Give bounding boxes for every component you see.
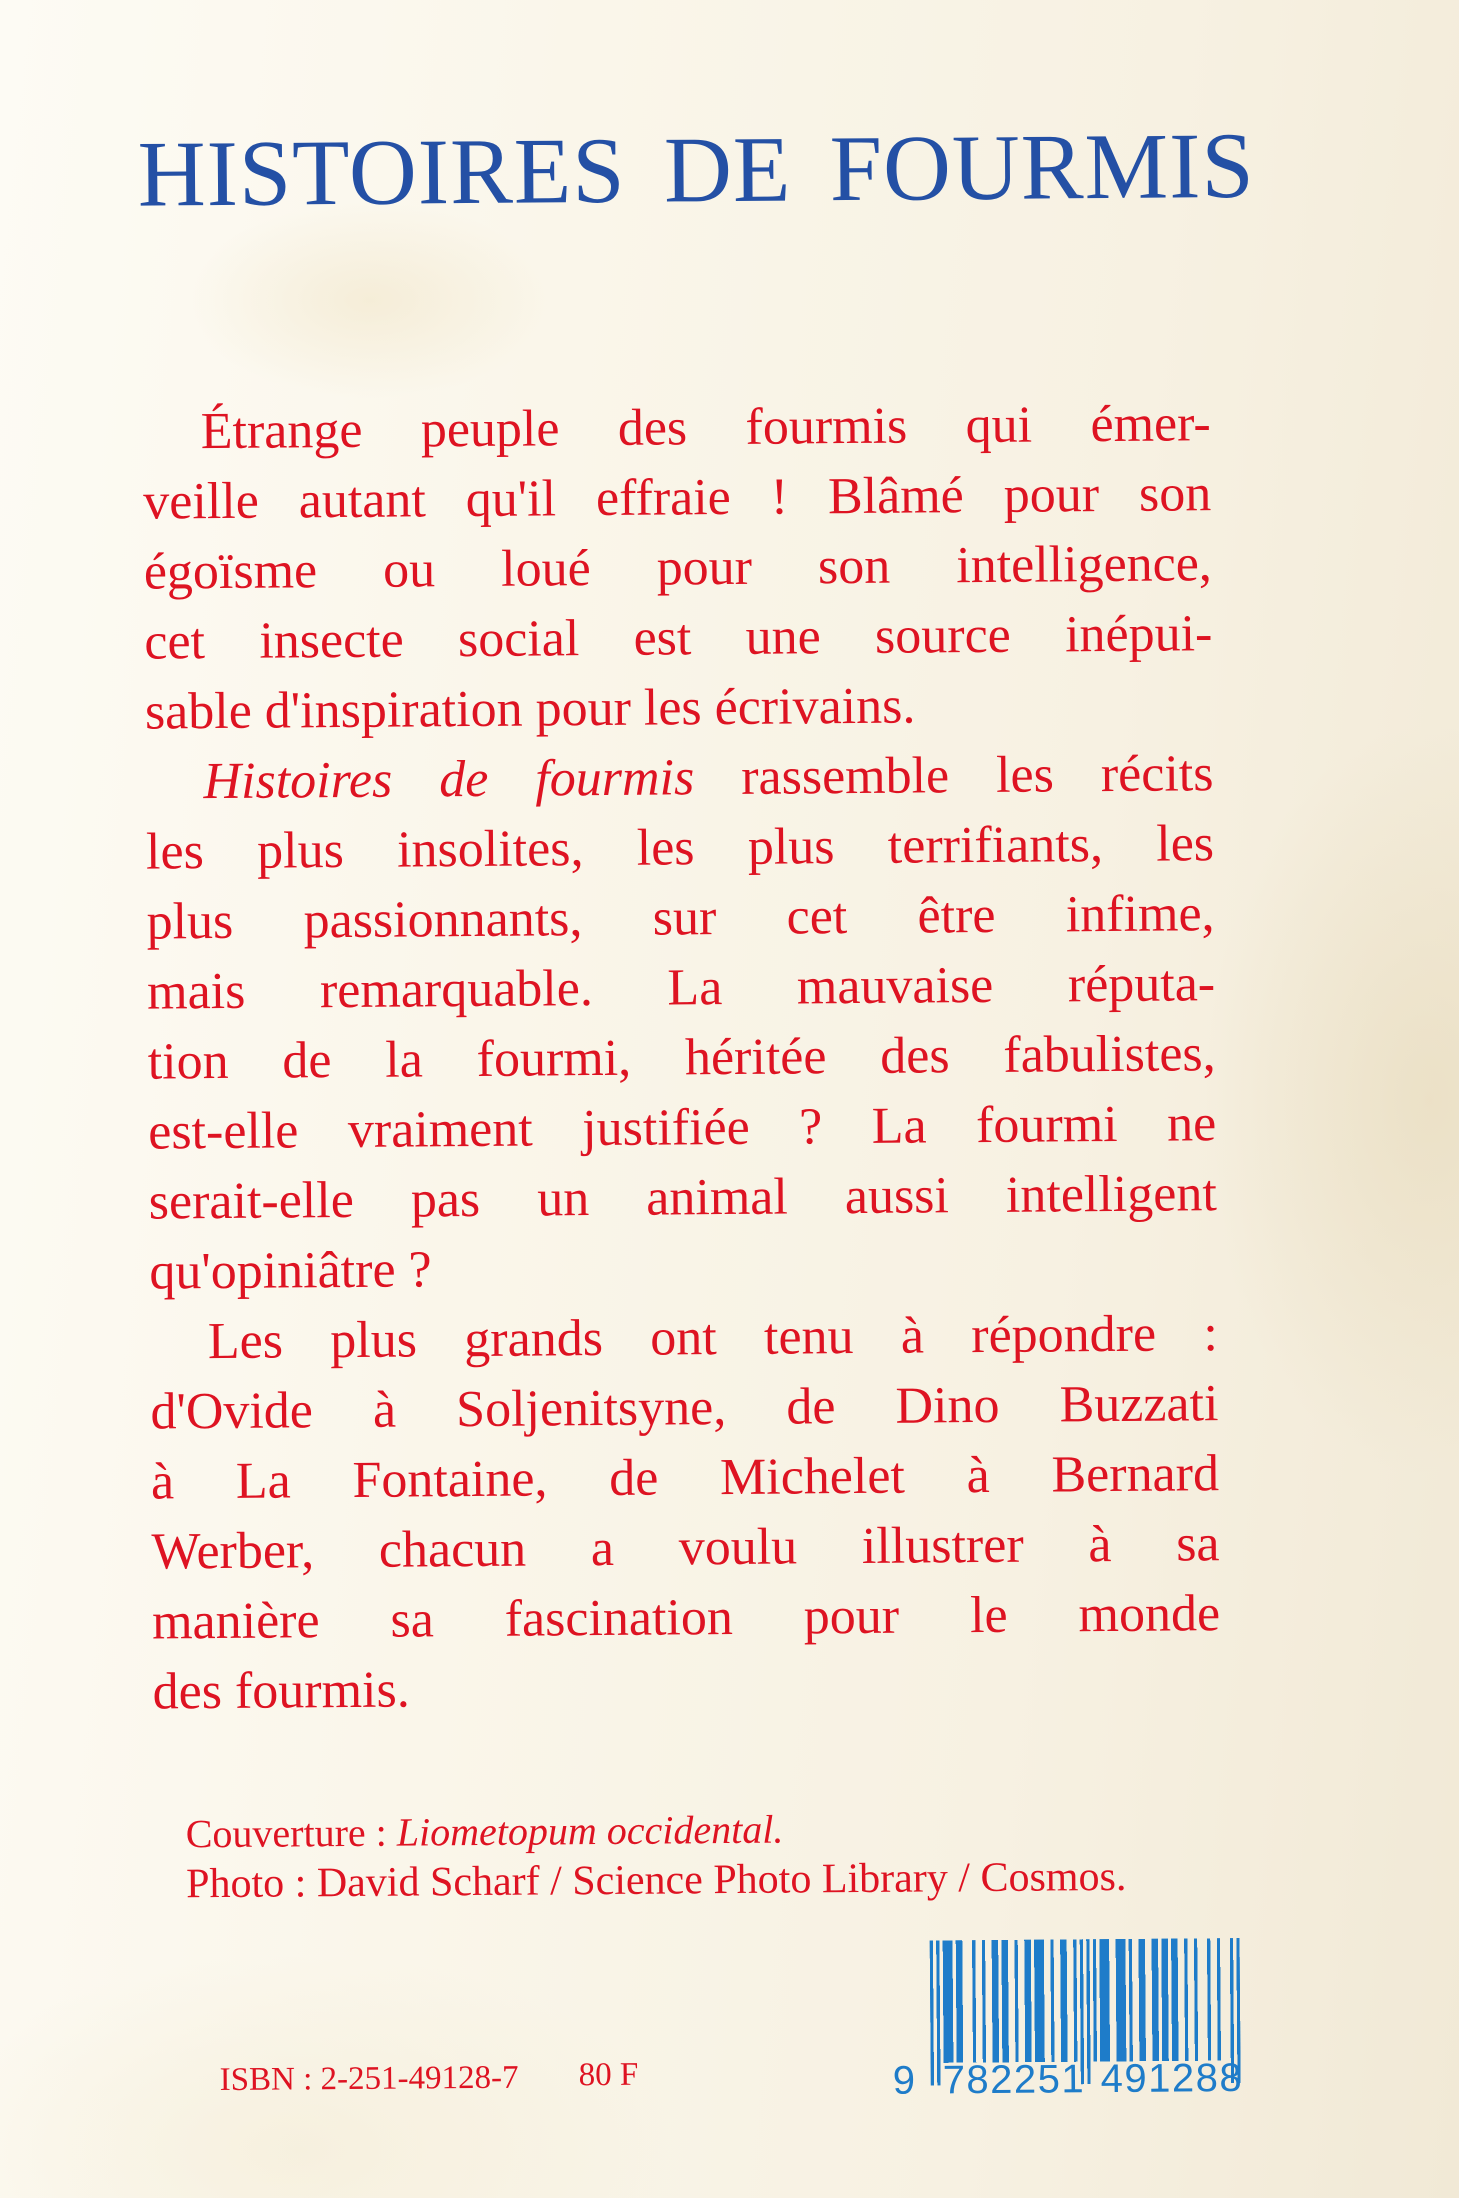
synopsis-line xyxy=(146,809,1215,887)
synopsis-segment: serait-elle pas un animal aussi intelligent xyxy=(148,1165,1217,1231)
synopsis-line xyxy=(147,1019,1216,1097)
barcode-digits-group1: 782251 xyxy=(942,2057,1086,2103)
synopsis-segment: à La Fontaine, de Michelet à Bernard xyxy=(150,1445,1220,1511)
synopsis-segment: Étrange peuple des fourmis qui émer- xyxy=(200,395,1211,461)
isbn-number: ISBN : 2-251-49128-7 xyxy=(219,2059,519,2099)
synopsis-line xyxy=(142,389,1211,467)
price-label: 80 F xyxy=(578,2056,639,2094)
synopsis-segment: des fourmis. xyxy=(152,1661,410,1721)
synopsis-line xyxy=(148,1089,1217,1167)
synopsis-segment: veille autant qu'il effraie ! Blâmé pour son xyxy=(143,465,1212,531)
synopsis-segment: Les plus grands ont tenu à répondre : xyxy=(207,1305,1219,1371)
synopsis-segment: égoïsme ou loué pour son intelligence, xyxy=(143,535,1213,601)
synopsis-segment: plus passionnants, sur cet être infime, xyxy=(146,885,1215,951)
photo-credit-line: Photo : David Scharf / Science Photo Library / Cosmos. xyxy=(185,1853,1127,1908)
synopsis-line xyxy=(151,1509,1220,1587)
synopsis-segment: les plus insolites, les plus terrifiants, les xyxy=(145,815,1215,881)
synopsis-segment: Werber, chacun a voulu illustrer à sa xyxy=(151,1515,1220,1581)
synopsis-text-block xyxy=(142,389,1220,1727)
synopsis-line xyxy=(145,739,1214,817)
synopsis-line xyxy=(143,459,1212,537)
synopsis-line xyxy=(145,669,1214,747)
synopsis-line xyxy=(149,1159,1218,1237)
synopsis-segment: qu'opiniâtre ? xyxy=(149,1241,432,1301)
credits-block xyxy=(186,1803,1127,1910)
cover-credit-line xyxy=(186,1803,1127,1858)
synopsis-segment: sable d'inspiration pour les écrivains. xyxy=(144,677,916,741)
synopsis-line xyxy=(152,1649,1221,1727)
ean13-barcode xyxy=(892,1938,1244,2103)
synopsis-segment: manière sa fascination pour le monde xyxy=(151,1585,1221,1651)
synopsis-line xyxy=(146,879,1215,957)
barcode-check-digit: 9 xyxy=(892,2058,917,2103)
synopsis-segment-italic: Histoires de fourmis xyxy=(203,749,695,811)
synopsis-segment: mais remarquable. La mauvaise réputa- xyxy=(146,955,1216,1021)
synopsis-line xyxy=(147,949,1216,1027)
synopsis-segment: rassemble les récits xyxy=(693,745,1214,807)
synopsis-segment: tion de la fourmi, héritée des fabulistes, xyxy=(147,1025,1216,1091)
synopsis-line xyxy=(144,599,1213,677)
barcode-digits-group2: 491288 xyxy=(1100,2055,1244,2102)
synopsis-line xyxy=(150,1369,1219,1447)
cover-credit-species: Liometopum occidental. xyxy=(396,1806,784,1855)
synopsis-line xyxy=(152,1579,1221,1657)
synopsis-line xyxy=(144,529,1213,607)
synopsis-segment: cet insecte social est une source inépui- xyxy=(144,605,1213,671)
synopsis-line xyxy=(150,1299,1219,1377)
synopsis-line xyxy=(149,1229,1218,1307)
synopsis-line xyxy=(151,1439,1220,1517)
synopsis-segment: est-elle vraiment justifiée ? La fourmi ne xyxy=(148,1095,1217,1161)
synopsis-segment: d'Ovide à Soljenitsyne, de Dino Buzzati xyxy=(150,1375,1219,1441)
cover-credit-label: Couverture : xyxy=(185,1809,397,1857)
book-title: HISTOIRES DE FOURMIS xyxy=(137,113,1256,227)
